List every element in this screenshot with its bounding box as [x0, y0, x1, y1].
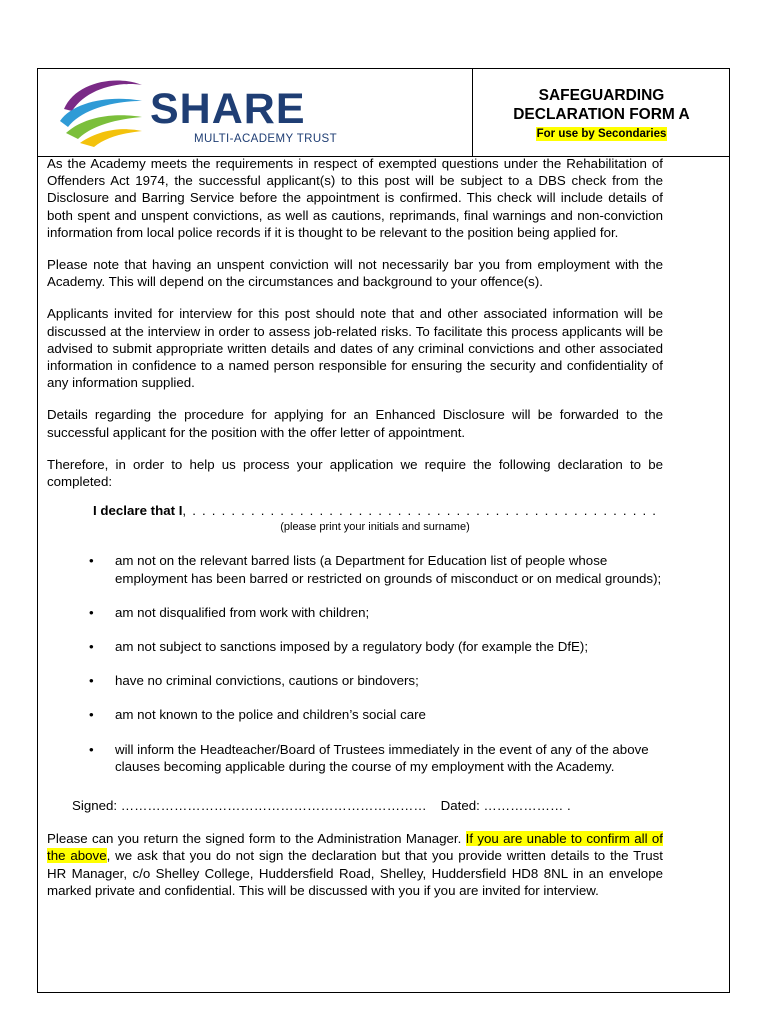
form-title-line1: SAFEGUARDING [538, 87, 665, 104]
form-title-line2: DECLARATION FORM A [513, 106, 690, 123]
closing-part2: , we ask that you do not sign the declaration but that you provide written details to the Trust HR Manager, c/o Shelley College, Huddersfield Road, Shelley, Huddersfield HD8 8NL in an envelope marked private and confidential. This will be discussed with you if you are invited for interview. [47, 848, 663, 898]
signature-line [47, 797, 663, 814]
logo-tagline: MULTI-ACADEMY TRUST [194, 133, 338, 145]
list-item: • am not subject to sanctions imposed by a regulatory body (for example the DfE); [105, 638, 663, 655]
declaration-hint: (please print your initials and surname) [280, 521, 470, 534]
header-row [38, 69, 729, 157]
form-frame [37, 68, 730, 993]
list-item: • will inform the Headteacher/Board of Trustees immediately in the event of any of the above clauses becoming applicable during the course of my employment with the Academy. [105, 741, 663, 775]
paragraph-unspent-conviction: Please note that having an unspent conviction will not necessarily bar you from employment with the Academy. This will depend on the circumstances and background to your offence(s). [47, 257, 663, 290]
closing-part1: Please can you return the signed form to the Administration Manager. [47, 831, 466, 847]
dated-field[interactable]: Dated: ……………… . [440, 798, 571, 814]
list-item: • am not on the relevant barred lists (a Department for Education list of people whose employment has been barred or restricted on grounds of misconduct or on medical grounds); [105, 552, 663, 586]
paragraph-dbs-check: As the Academy meets the requirements in respect of exempted questions under the Rehabilitation of Offenders Act 1974, the successful applicant(s) to this post will be subject to a DBS check from the Disclosure and Barring Service before the appointment is confirmed. This check will include details of both spent and unspent convictions, as well as cautions, reprimands, final warnings and non-conviction information from local police records if it is thought to be relevant to the position being applied for. [47, 156, 663, 240]
list-item: • am not known to the police and children’s social care [105, 706, 663, 723]
share-logo [56, 75, 356, 147]
form-subtitle: For use by Secondaries [536, 128, 667, 140]
declaration-lead: I declare that I [93, 503, 183, 519]
swoosh-logo-icon [56, 75, 146, 147]
declaration-line [47, 502, 663, 519]
paragraph-interview-info: Applicants invited for interview for this post should note that and other associated information will be discussed at the interview in order to assess job-related risks. To facilitate this process applicants will be advised to submit appropriate written details and dates of any criminal convictions and other associated information in confidence to a named person responsible for ensuring the security and confidentiality of any information supplied. [47, 306, 663, 391]
declaration-list [47, 552, 663, 775]
closing-highlight: If you are unable to confirm all of the above [47, 831, 663, 864]
form-body [47, 155, 663, 899]
closing-paragraph [47, 830, 663, 899]
paragraph-enhanced-disclosure: Details regarding the procedure for applying for an Enhanced Disclosure will be forwarded to the successful applicant for the position with the offer letter of appointment. [47, 407, 663, 440]
name-entry-dots[interactable]: , . . . . . . . . . . . . . . . . . . . . . . . . . . . . . . . . . . . . . . . . . . . . . . . . [182, 503, 658, 519]
list-item: • am not disqualified from work with children; [105, 604, 663, 621]
title-cell [472, 69, 730, 156]
list-item: • have no criminal convictions, cautions or bindovers; [105, 672, 663, 689]
paragraph-declaration-intro: Therefore, in order to help us process your application we require the following declaration to be completed: [47, 456, 663, 490]
signed-field[interactable]: Signed: …………………………………………………………… [72, 798, 427, 814]
logo-wordmark: SHARE [150, 85, 306, 133]
